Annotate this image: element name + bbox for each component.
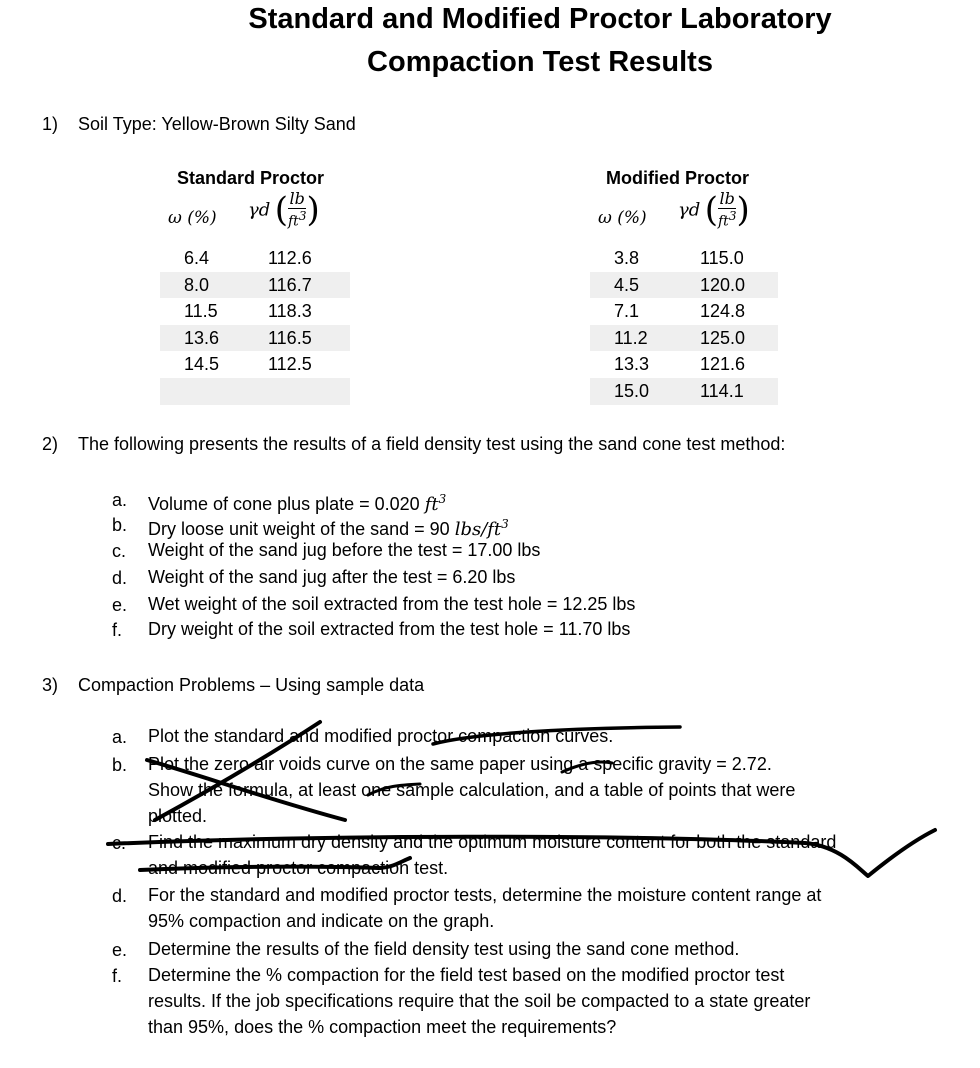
q3-text: Compaction Problems – Using sample data: [78, 675, 425, 695]
modified-col-gamma: γd: [678, 199, 701, 221]
q3-item-4-line-2: 95% compaction and indicate on the graph.: [148, 911, 495, 931]
strike-item-c-line2: [140, 858, 410, 870]
modified-row-5-w: 13.3: [614, 354, 650, 374]
modified-proctor-heading: Modified Proctor: [606, 168, 749, 188]
modified-row-5-gamma: 121.6: [700, 354, 746, 374]
q2-item-1-unit-exp: 3: [438, 492, 447, 506]
strike-item-b-mark: [562, 762, 612, 772]
q2-item-6-text: Dry weight of the soil extracted from the test hole = 11.70 lbs: [148, 619, 631, 639]
q3-item-3-letter: c.: [112, 833, 127, 853]
q2-item-3-text: Weight of the sand jug before the test = 17.00 lbs: [148, 540, 541, 560]
page-title-line1: Standard and Modified Proctor Laboratory: [248, 3, 832, 35]
standard-row-5-w: 14.5: [184, 354, 220, 374]
strike-item-b-mark2: [368, 784, 420, 795]
standard-row-4-w: 13.6: [184, 327, 220, 348]
standard-col-gamma: γd: [248, 199, 271, 221]
q1-text: Soil Type: Yellow-Brown Silty Sand: [78, 114, 356, 134]
modified-header: ω (%) γd ( $\frac{lb}{ft^3}$ ): [598, 189, 750, 230]
q2-label: 2): [42, 434, 59, 454]
standard-row-5-gamma: 112.5: [268, 354, 312, 374]
q2-item-5-text: Wet weight of the soil extracted from the test hole = 12.25 lbs: [148, 594, 636, 614]
q2-item-2-unit: lbs/ft: [454, 519, 502, 540]
standard-header: ω (%) γd ( $\frac{lb}{ft^3}$ ): [168, 189, 320, 230]
standard-row-3-w: 11.5: [184, 301, 218, 321]
modified-row-4-gamma: 125.0: [700, 327, 746, 348]
modified-row-2-w: 4.5: [614, 274, 640, 295]
modified-row-1-w: 3.8: [614, 248, 640, 268]
q3-item-1-letter: a.: [112, 727, 128, 747]
modified-row-6-w: 15.0: [614, 380, 650, 401]
standard-proctor-heading: Standard Proctor: [177, 168, 325, 188]
q2-item-5-letter: e.: [112, 595, 128, 615]
q3-item-5-letter: e.: [112, 940, 128, 960]
modified-row-1-gamma: 115.0: [700, 248, 744, 268]
standard-row-3-gamma: 118.3: [268, 301, 312, 321]
modified-row-3-gamma: 124.8: [700, 301, 746, 321]
modified-row-2-gamma: 120.0: [700, 274, 746, 295]
page-title-line2: Compaction Test Results: [367, 46, 713, 78]
q2-item-1-text: Volume of cone plus plate = 0.020: [148, 494, 425, 514]
q3-label: 3): [42, 675, 59, 695]
modified-unit-exp: 3: [728, 209, 737, 224]
standard-col-w: ω (%): [168, 208, 217, 228]
q2-item-4-letter: d.: [112, 568, 128, 588]
q3-item-6-line-2: results. If the job specifications require that the soil be compacted to a state greater: [148, 991, 811, 1011]
standard-row-4-gamma: 116.5: [268, 327, 312, 348]
q3-item-6-line-3: than 95%, does the % compaction meet the requirements?: [148, 1017, 617, 1037]
q3-item-6-letter: f.: [112, 966, 123, 986]
q1-label: 1): [42, 114, 59, 134]
q2-item-2-text: Dry loose unit weight of the sand = 90: [148, 519, 455, 539]
q3-item-3-line-2: and modified proctor compaction test.: [148, 858, 449, 878]
standard-row-1-w: 6.4: [184, 248, 210, 268]
q3-item-3-line-1: Find the maximum dry density and the optimum moisture content for both the standard: [148, 832, 837, 852]
modified-row-6-gamma: 114.1: [700, 380, 744, 401]
strike-item-a: [433, 727, 680, 744]
standard-unit-bot: ft: [288, 213, 299, 230]
standard-row-2-w: 8.0: [184, 274, 210, 295]
modified-row-4-w: 11.2: [614, 327, 648, 348]
q3-item-2-line-1: Plot the zero air voids curve on the same paper using a specific gravity = 2.72.: [148, 754, 772, 774]
standard-unit-exp: 3: [298, 209, 307, 224]
q2-item-1-unit: ft: [424, 494, 439, 515]
modified-row-3-w: 7.1: [614, 301, 640, 321]
q3-item-2-line-2: Show the formula, at least one sample calculation, and a table of points that were: [148, 780, 796, 800]
q2-item-3-letter: c.: [112, 541, 127, 561]
q3-item-5-line-1: Determine the results of the field density test using the sand cone method.: [148, 939, 740, 959]
standard-unit-top: lb: [289, 189, 305, 209]
modified-unit-top: lb: [719, 189, 735, 209]
q3-item-4-line-1: For the standard and modified proctor tests, determine the moisture content range at: [148, 885, 822, 905]
q3-item-2-line-3: plotted.: [148, 806, 208, 826]
q2-item-1-letter: a.: [112, 490, 128, 510]
q2-item-4-text: Weight of the sand jug after the test = 6.20 lbs: [148, 567, 516, 587]
q2-item-2-letter: b.: [112, 515, 128, 535]
q2-item-6-letter: f.: [112, 620, 123, 640]
modified-col-w: ω (%): [598, 208, 647, 228]
q3-item-2-letter: b.: [112, 755, 128, 775]
strike-item-c-line1: [108, 830, 935, 876]
standard-row-1-gamma: 112.6: [268, 248, 312, 268]
q2-item-2-unit-exp: 3: [501, 517, 509, 531]
modified-unit-bot: ft: [718, 213, 729, 230]
q2-text: The following presents the results of a field density test using the sand cone test method:: [78, 434, 786, 454]
standard-row-2-gamma: 116.7: [268, 274, 312, 295]
q3-item-1-line-1: Plot the standard and modified proctor compaction curves.: [148, 726, 614, 746]
q3-item-4-letter: d.: [112, 886, 128, 906]
q3-item-6-line-1: Determine the % compaction for the field test based on the modified proctor test: [148, 965, 785, 985]
